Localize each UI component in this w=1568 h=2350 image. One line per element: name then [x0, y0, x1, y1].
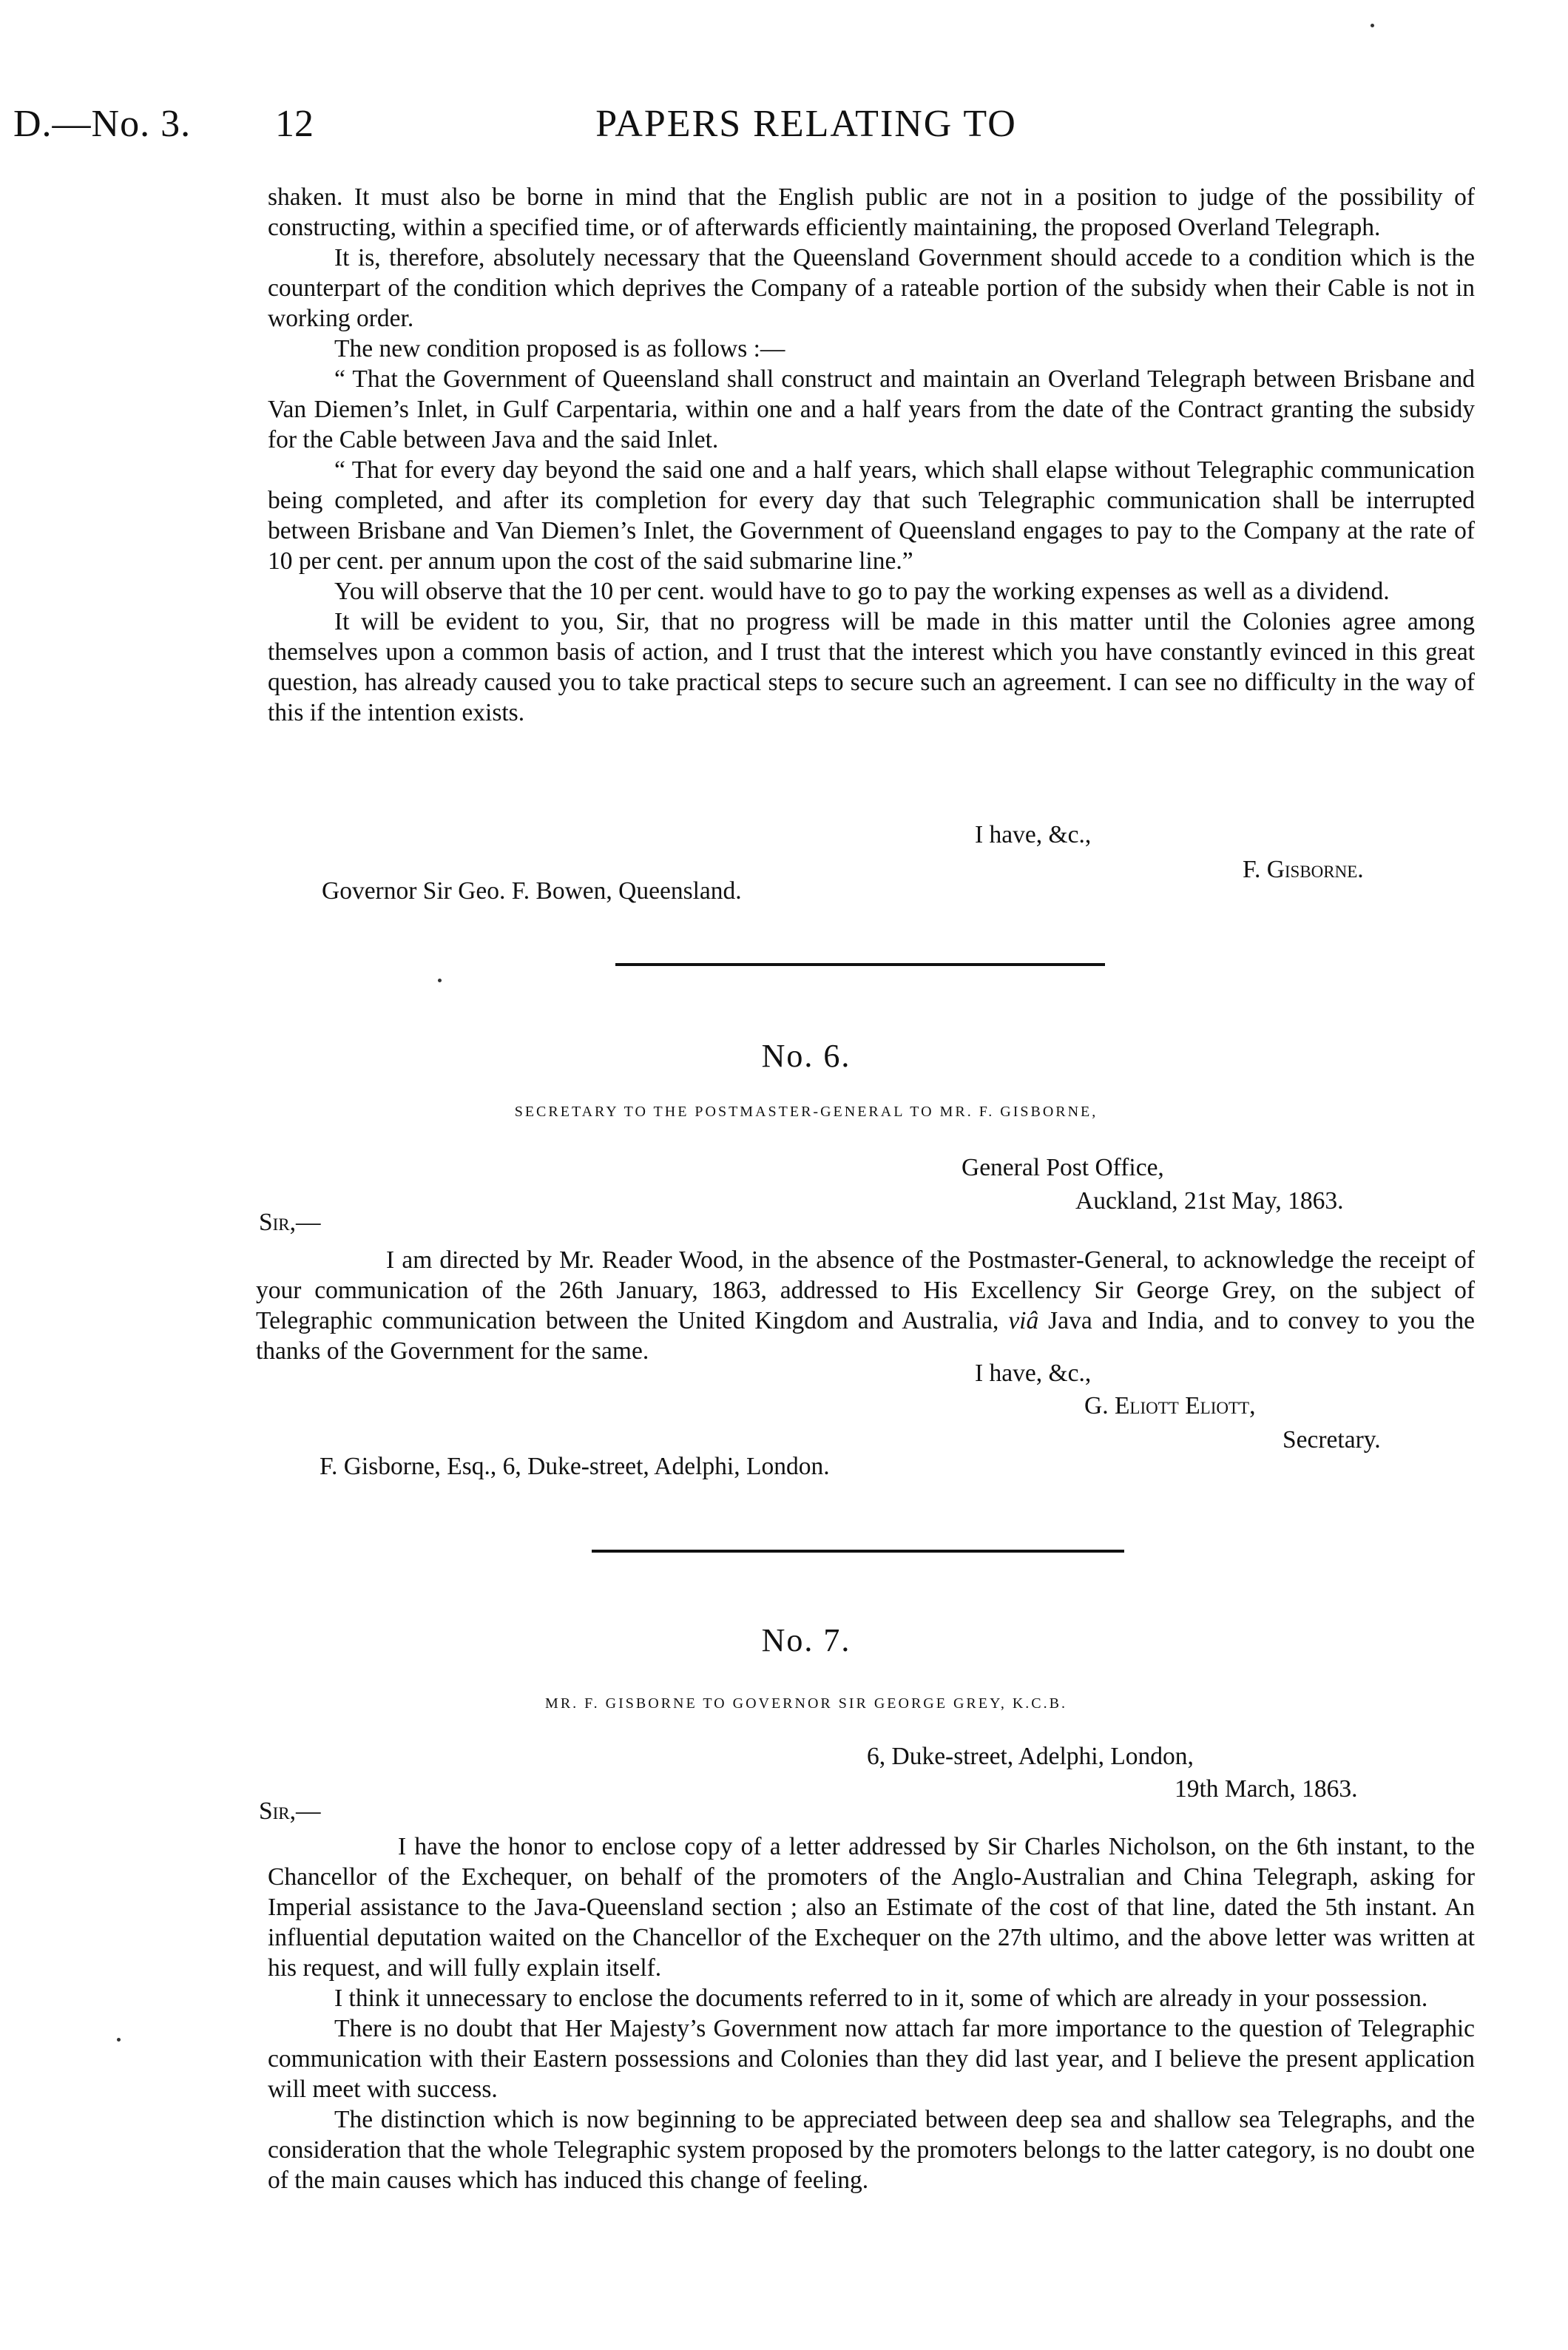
address-date: Auckland, 21st May, 1863. — [1075, 1187, 1344, 1215]
section-number: No. 6. — [761, 1038, 851, 1074]
closing-formula: I have, &c., — [975, 821, 1092, 848]
closing-formula: I have, &c., — [975, 1360, 1092, 1387]
section-divider — [615, 963, 1105, 966]
addressee: Governor Sir Geo. F. Bowen, Queensland. — [322, 877, 742, 905]
signature: F. Gisborne. — [1243, 856, 1364, 883]
body-text: Java and India, and to convey to you the thanks of the Government for the same. — [256, 1307, 1475, 1365]
signature-title: Secretary. — [1283, 1426, 1381, 1453]
letter-caption: MR. F. GISBORNE TO GOVERNOR SIR GEORGE GREY, K.C.B. — [545, 1695, 1067, 1712]
addressee: F. Gisborne, Esq., 6, Duke-street, Adelphi, London. — [320, 1453, 830, 1480]
paragraph: It will be evident to you, Sir, that no progress will be made in this matter until the Colonies agree among themselves upon a common basis of action, and I trust that the interest which you have constantly evinced in this great question, has already caused you to take practical steps to secure such an agreement. I can see no difficulty in the way of this if the intention exists. — [268, 608, 1475, 726]
page-number: 12 — [275, 103, 314, 145]
running-header — [0, 102, 1568, 154]
body-text: I am directed by Mr. Reader Wood, in the absence of the Postmaster-General, to acknowledge the receipt of your communication of the 26th January, 1863, addressed to His Excellency Sir George Grey, on the subject of Telegraphic communication between the United Kingdom and Australia, — [256, 1246, 1475, 1334]
salutation: Sir,— — [259, 1209, 321, 1236]
signature: G. Eliott Eliott, — [1084, 1392, 1256, 1419]
paragraph: The new condition proposed is as follows :— — [334, 335, 785, 362]
letter-continuation — [268, 182, 1475, 728]
quoted-condition: “ That the Government of Queensland shall construct and maintain an Overland Telegraph between Brisbane and Van Diemen’s Inlet, in Gulf Carpentaria, within one and a half years from the date of the Contract granting the subsidy for the Cable between Java and the said Inlet. — [268, 365, 1475, 453]
speck-mark — [438, 979, 442, 982]
address-line: General Post Office, — [962, 1154, 1164, 1181]
section-divider — [592, 1550, 1124, 1553]
paragraph: You will observe that the 10 per cent. would have to go to pay the working expenses as well as a dividend. — [334, 578, 1390, 605]
address-line: 6, Duke-street, Adelphi, London, — [867, 1743, 1194, 1770]
letter-caption: SECRETARY TO THE POSTMASTER-GENERAL TO MR. F. GISBORNE, — [514, 1104, 1098, 1120]
paragraph: shaken. It must also be borne in mind that the English public are not in a position to judge of the possibility of constructing, within a specified time, or of afterwards efficiently maintaining, the proposed Overland Telegraph. — [268, 183, 1475, 241]
quoted-condition: “ That for every day beyond the said one and a half years, which shall elapse without Telegraphic communication being completed, and after its completion for every day that such Telegraphic communication shall be interrupted between Brisbane and Van Diemen’s Inlet, the Government of Queensland engages to pay to the Company at the rate of 10 per cent. per annum upon the cost of the said submarine line.” — [268, 456, 1475, 575]
section-number: No. 7. — [761, 1622, 851, 1658]
address-date: 19th March, 1863. — [1175, 1775, 1358, 1803]
paragraph: I have the honor to enclose copy of a letter addressed by Sir Charles Nicholson, on the 6th instant, to the Chancellor of the Exchequer, on behalf of the promoters of the Anglo-Australian and China Telegraph, asking for Imperial assistance to the Java-Queensland section ; also an Estimate of the cost of that line, dated the 5th instant. An influential deputation waited on the Chancellor of the Exchequer on the 27th ultimo, and the above letter was written at his request, and will fully explain itself. — [268, 1833, 1475, 1982]
series-label: D.—No. 3. — [13, 103, 192, 145]
paragraph — [256, 1245, 1475, 1366]
page-title: PAPERS RELATING TO — [595, 103, 1017, 145]
letter-body — [256, 1245, 1475, 1366]
salutation: Sir,— — [259, 1797, 321, 1825]
letter-body — [268, 1831, 1475, 2195]
paragraph: It is, therefore, absolutely necessary that the Queensland Government should accede to a condition which is the counterpart of the condition which deprives the Company of a rateable portion of the subsidy when their Cable is not in working order. — [268, 244, 1475, 332]
italic-word: viâ — [1008, 1307, 1039, 1334]
speck-mark — [117, 2038, 121, 2042]
paragraph: I think it unnecessary to enclose the documents referred to in it, some of which are already in your possession. — [334, 1985, 1428, 2012]
paragraph: The distinction which is now beginning to be appreciated between deep sea and shallow sea Telegraphs, and the consideration that the whole Telegraphic system proposed by the promoters belongs to the latter category, is no doubt one of the main causes which has induced this change of feeling. — [268, 2106, 1475, 2194]
speck-mark — [1371, 24, 1374, 27]
paragraph: There is no doubt that Her Majesty’s Government now attach far more importance to the question of Telegraphic communication with their Eastern possessions and Colonies than they did last year, and I believe the present application will meet with success. — [268, 2015, 1475, 2103]
